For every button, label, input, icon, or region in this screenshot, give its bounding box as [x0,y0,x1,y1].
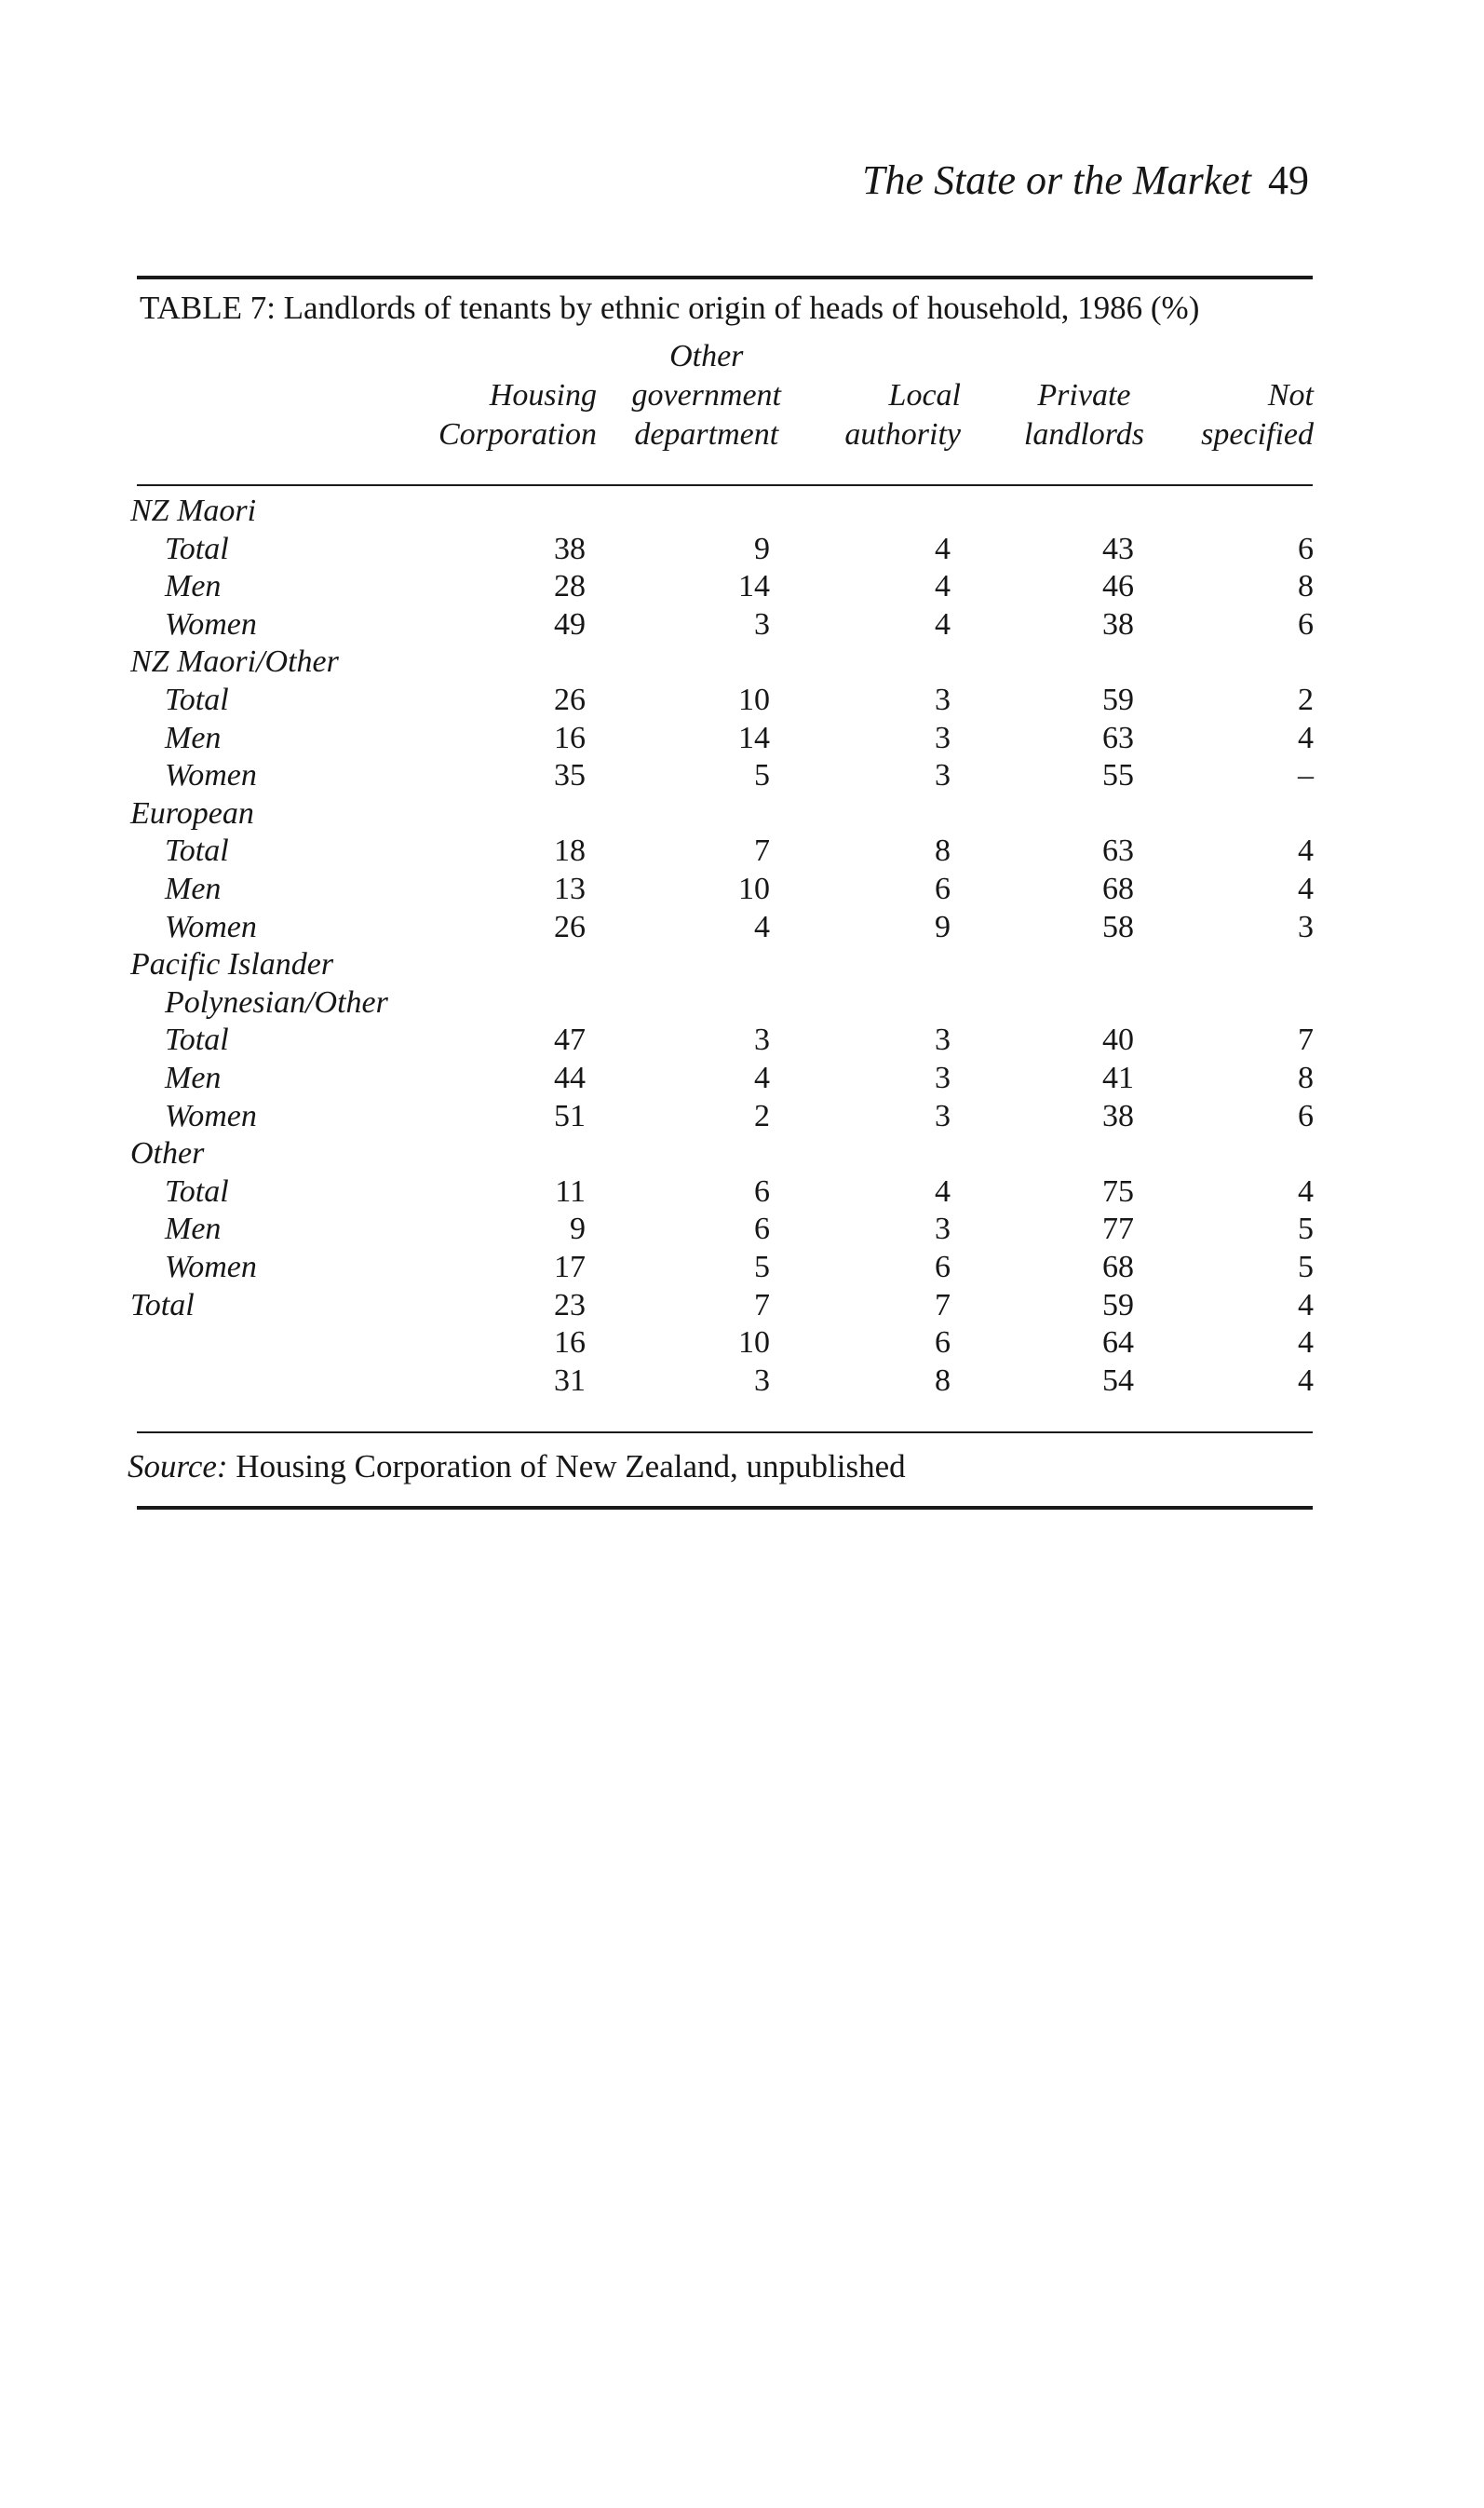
row-label: Men [165,1212,222,1246]
column-header-line: landlords [1023,417,1144,452]
row-label: Pacific Islander [130,947,334,982]
table-cell: 75 [1102,1174,1134,1209]
table-cell: 6 [1298,532,1314,566]
row-label: Total [165,532,229,566]
table-cell: 31 [554,1363,586,1398]
column-header-line: specified [1201,417,1314,452]
source-text: Housing Corporation of New Zealand, unpublished [236,1448,906,1484]
table-cell: 14 [738,569,770,603]
table-cell: 3 [935,1023,951,1057]
table-cell: 23 [554,1288,586,1322]
table-cell: 38 [1102,1099,1134,1133]
table-cell: 16 [554,1325,586,1360]
table-cell: 6 [935,1325,951,1360]
table-cell: 8 [935,834,951,868]
column-header-line [844,337,961,376]
table-cell: 9 [935,910,951,944]
row-label: Women [165,758,257,793]
row-label: Men [165,721,222,755]
table-cell: 64 [1102,1325,1134,1360]
table-row [0,1059,1484,1097]
row-label: Total [165,834,229,868]
table-cell: 68 [1102,1250,1134,1284]
row-label: Women [165,607,257,642]
row-label: Other [130,1136,205,1171]
table-cell: 4 [935,607,951,642]
running-title: The State or the Market [862,157,1251,203]
row-label: Total [130,1288,195,1322]
table-cell: 47 [554,1023,586,1057]
table-caption: TABLE 7: Landlords of tenants by ethnic origin of heads of household, 1986 (%) [140,290,1200,326]
page-number: 49 [1268,157,1309,203]
table-row [0,945,1484,983]
table-row [0,1210,1484,1248]
table-row [0,1323,1484,1362]
header-bottom-rule [137,484,1313,486]
column-header-line: Private [1037,378,1131,413]
table-cell: 28 [554,569,586,603]
row-label: Total [165,1023,229,1057]
column-header-line: Not [1267,378,1314,413]
table-cell: 4 [1298,1325,1314,1360]
table-row [0,492,1484,530]
table-cell: 4 [935,1174,951,1209]
table-cell: 9 [570,1212,586,1246]
table-cell: 5 [754,1250,770,1284]
table-cell: 3 [754,1023,770,1057]
table-row [0,719,1484,757]
table-cell: 5 [1298,1212,1314,1246]
table-cell: 10 [738,1325,770,1360]
table-cell: 8 [1298,569,1314,603]
table-cell: 8 [935,1363,951,1398]
table-top-rule [137,276,1313,279]
table-cell: 3 [1298,910,1314,944]
column-header-line: Local [888,378,961,413]
table-cell: 51 [554,1099,586,1133]
table-cell: 3 [935,1099,951,1133]
table-cell: 8 [1298,1061,1314,1095]
column-header-line [438,337,597,376]
row-label: Men [165,1061,222,1095]
table-cell: 7 [935,1288,951,1322]
table-row [0,605,1484,644]
table-cell: 26 [554,910,586,944]
table-cell: 6 [1298,1099,1314,1133]
table-cell: 2 [754,1099,770,1133]
table-cell: 44 [554,1061,586,1095]
table-cell: 26 [554,683,586,717]
table-bottom-rule [137,1431,1313,1433]
table-cell: 7 [754,834,770,868]
table-cell: 3 [935,721,951,755]
column-header-line: government [631,378,781,413]
table-cell: 17 [554,1250,586,1284]
table-cell: 40 [1102,1023,1134,1057]
table-cell: 49 [554,607,586,642]
table-row [0,1173,1484,1211]
table-row [0,567,1484,605]
table-cell: 13 [554,872,586,906]
table-cell: 55 [1102,758,1134,793]
table-cell: 35 [554,758,586,793]
table-cell: 46 [1102,569,1134,603]
table-cell: 7 [754,1288,770,1322]
table-row [0,908,1484,946]
column-header-line: Housing [489,378,597,413]
table-cell: 18 [554,834,586,868]
row-label: Polynesian/Other [165,985,388,1020]
source-label: Source: [128,1448,228,1484]
table-cell: 59 [1102,683,1134,717]
table-cell: 4 [1298,872,1314,906]
column-header-local-authority [844,337,961,454]
table-row [0,832,1484,870]
row-label: Women [165,1099,257,1133]
table-cell: 3 [935,683,951,717]
table-row [0,1248,1484,1286]
table-cell: – [1298,758,1314,793]
table-cell: 43 [1102,532,1134,566]
table-cell: 63 [1102,721,1134,755]
closing-rule [137,1506,1313,1510]
table-row [0,1097,1484,1135]
table-row [0,1134,1484,1173]
column-header-not-specified [1201,337,1314,454]
table-cell: 5 [754,758,770,793]
table-cell: 3 [935,1061,951,1095]
table-row [0,756,1484,794]
table-row [0,643,1484,681]
column-header-line: authority [844,417,961,452]
table-row [0,1362,1484,1400]
row-label: Total [165,683,229,717]
table-cell: 6 [754,1212,770,1246]
table-cell: 77 [1102,1212,1134,1246]
table-cell: 4 [754,910,770,944]
row-label: NZ Maori [130,494,257,528]
table-cell: 4 [1298,1174,1314,1209]
table-cell: 6 [935,872,951,906]
table-row [0,1286,1484,1324]
table-cell: 10 [738,683,770,717]
table-row [0,870,1484,908]
table-cell: 4 [935,569,951,603]
table-cell: 54 [1102,1363,1134,1398]
table-cell: 59 [1102,1288,1134,1322]
row-label: Total [165,1174,229,1209]
source-note [128,1448,906,1485]
table-cell: 9 [754,532,770,566]
table-cell: 6 [935,1250,951,1284]
page-header [862,156,1309,204]
table-cell: 14 [738,721,770,755]
table-cell: 58 [1102,910,1134,944]
table-cell: 4 [754,1061,770,1095]
row-label: European [130,796,254,831]
table-cell: 4 [1298,834,1314,868]
table-row [0,1021,1484,1059]
table-cell: 16 [554,721,586,755]
column-header-line: department [634,417,779,452]
column-header-housing-corporation [438,337,597,454]
table-cell: 6 [1298,607,1314,642]
table-cell: 63 [1102,834,1134,868]
table-row [0,983,1484,1022]
table-cell: 4 [1298,721,1314,755]
table-cell: 11 [555,1174,586,1209]
table-cell: 3 [935,758,951,793]
table-cell: 3 [754,607,770,642]
table-cell: 38 [554,532,586,566]
table-cell: 38 [1102,607,1134,642]
table-cell: 3 [935,1212,951,1246]
table-cell: 4 [1298,1288,1314,1322]
table-cell: 10 [738,872,770,906]
column-header-line [1024,337,1144,376]
table-cell: 4 [935,532,951,566]
column-header-line [1201,337,1314,376]
row-label: Men [165,872,222,906]
table-cell: 41 [1102,1061,1134,1095]
table-cell: 4 [1298,1363,1314,1398]
table-cell: 6 [754,1174,770,1209]
table-cell: 3 [754,1363,770,1398]
column-header-private-landlords [1024,337,1144,454]
table-row [0,530,1484,568]
row-label: Women [165,910,257,944]
table-cell: 7 [1298,1023,1314,1057]
table-cell: 2 [1298,683,1314,717]
row-label: Men [165,569,222,603]
table-row [0,794,1484,833]
column-header-other-government-department [631,337,781,454]
table-row [0,681,1484,719]
table-cell: 68 [1102,872,1134,906]
column-header-line: Other [669,339,744,373]
row-label: Women [165,1250,257,1284]
row-label: NZ Maori/Other [130,644,339,679]
column-header-line: Corporation [438,417,597,452]
table-cell: 5 [1298,1250,1314,1284]
